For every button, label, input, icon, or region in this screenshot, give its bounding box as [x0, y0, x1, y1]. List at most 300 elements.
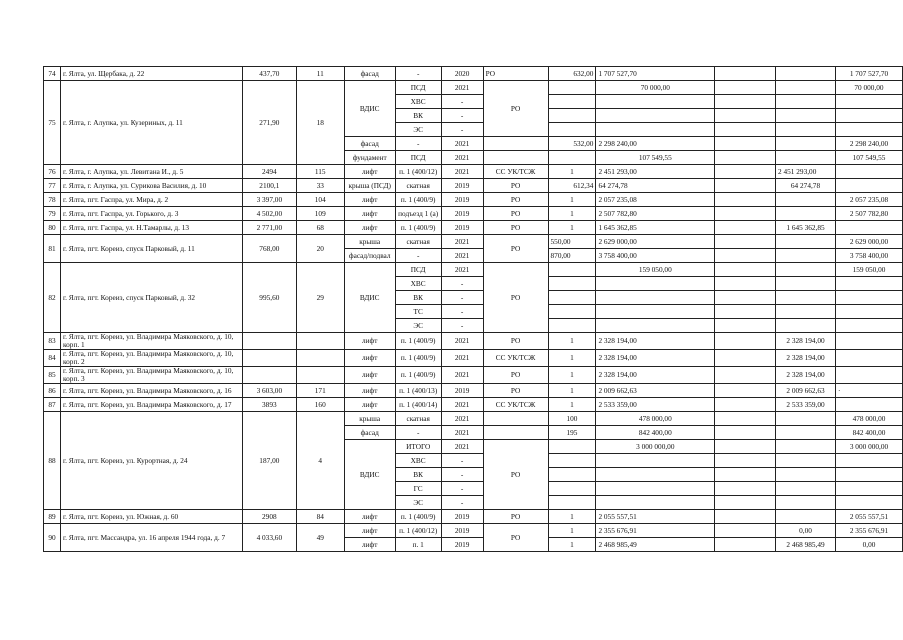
empty-cell [776, 151, 836, 165]
address: г. Ялта, пгт. Кореиз, ул. Владимира Маяковского, д. 10, корп. 2 [60, 350, 242, 367]
empty-cell [715, 412, 776, 426]
cost-col-3 [835, 350, 902, 367]
element: лифт [344, 510, 395, 524]
empty-cell [715, 95, 776, 109]
quantity: 1 [548, 510, 596, 524]
funding-method: РО [483, 207, 548, 221]
year: 2019 [441, 384, 483, 398]
quantity [548, 81, 596, 95]
empty-cell [776, 137, 836, 151]
cost: 64 274,78 [596, 179, 715, 193]
area: 995,60 [242, 263, 296, 333]
element: лифт [344, 384, 395, 398]
empty-cell [596, 277, 715, 291]
cost: 2 468 985,49 [596, 538, 715, 552]
empty-cell [548, 95, 596, 109]
year: - [441, 123, 483, 137]
sub-element: п. 1 (400/9) [395, 221, 441, 235]
residents: 11 [296, 67, 344, 81]
table-row [44, 350, 903, 367]
cost-col-2: 1 645 362,85 [776, 221, 836, 235]
funding-method: РО [483, 510, 548, 524]
row-number: 89 [44, 510, 61, 524]
table-row [44, 235, 903, 249]
empty-cell [548, 151, 596, 165]
residents: 49 [296, 524, 344, 552]
cost-col-1 [715, 510, 776, 524]
year: 2021 [441, 249, 483, 263]
table-row [44, 179, 903, 193]
residents: 29 [296, 263, 344, 333]
empty-cell [596, 319, 715, 333]
element: лифт [344, 538, 395, 552]
year: 2021 [441, 151, 483, 165]
row-number: 88 [44, 412, 61, 510]
empty-cell [715, 137, 776, 151]
cost-col-1 [715, 81, 776, 95]
address: г. Ялта, пгт. Кореиз, ул. Курортная, д. 24 [60, 412, 242, 510]
cost: 842 400,00 [596, 426, 715, 440]
year: 2019 [441, 524, 483, 538]
empty-cell [776, 468, 836, 482]
year: - [441, 496, 483, 510]
cost-col-2: 2 328 194,00 [776, 350, 836, 367]
funding-method: РО [483, 179, 548, 193]
empty-cell [548, 440, 596, 454]
cost-col-2 [776, 193, 836, 207]
address: г. Ялта, пгт. Гаспра, ул. Мира, д. 2 [60, 193, 242, 207]
empty-cell [835, 454, 902, 468]
empty-cell [715, 291, 776, 305]
empty-cell [715, 538, 776, 552]
row-number: 84 [44, 350, 61, 367]
cost: 2 298 240,00 [596, 137, 715, 151]
funding-method: СС УК/ТСЖ [483, 398, 548, 412]
address: г. Ялта, пгт. Кореиз, ул. Владимира Маяковского, д. 17 [60, 398, 242, 412]
area: 2 771,00 [242, 221, 296, 235]
residents: 171 [296, 384, 344, 398]
year: 2021 [441, 398, 483, 412]
sub-element: п. 1 (400/9) [395, 333, 441, 350]
cost-col-1 [715, 67, 776, 81]
residents [296, 350, 344, 367]
element: фасад/подвал [344, 249, 395, 263]
address: г. Ялта, пгт. Гаспра, ул. Н.Тамарлы, д. 13 [60, 221, 242, 235]
funding-method: РО [483, 524, 548, 552]
cost-col-2: 2 533 359,00 [776, 398, 836, 412]
empty-cell [715, 109, 776, 123]
empty-cell [548, 123, 596, 137]
residents: 115 [296, 165, 344, 179]
cost: 3 758 400,00 [596, 249, 715, 263]
funding-method: РО [483, 221, 548, 235]
cost-col-3: · [835, 384, 902, 398]
cost-col-1 [715, 221, 776, 235]
year: 2019 [441, 538, 483, 552]
sub-element: ТС [395, 305, 441, 319]
empty-cell [596, 123, 715, 137]
row-number: 74 [44, 67, 61, 81]
cost-col-2 [776, 81, 836, 95]
empty-cell [776, 277, 836, 291]
element: ВДИС [344, 263, 395, 333]
cost-col-3: 2 507 782,80 [835, 207, 902, 221]
empty-cell [835, 305, 902, 319]
sub-element: ЭС [395, 319, 441, 333]
address: г. Ялта, пгт. Кореиз, спуск Парковый, д. 32 [60, 263, 242, 333]
quantity: 1 [548, 367, 596, 384]
funding-method: СС УК/ТСЖ [483, 350, 548, 367]
funding-method: РО [483, 384, 548, 398]
year: 2019 [441, 193, 483, 207]
empty-cell [776, 291, 836, 305]
sub-element: скатная [395, 412, 441, 426]
row-number: 79 [44, 207, 61, 221]
year: - [441, 468, 483, 482]
table-row [44, 384, 903, 398]
quantity: 100 [548, 412, 596, 426]
empty-cell [776, 123, 836, 137]
table-row [44, 367, 903, 384]
empty-cell [548, 263, 596, 277]
sub-element: п. 1 (400/13) [395, 384, 441, 398]
quantity: 632,00 [548, 67, 596, 81]
cost-col-2 [776, 510, 836, 524]
cost: 2 055 557,51 [596, 510, 715, 524]
empty-cell [835, 277, 902, 291]
sub-element: п. 1 (400/14) [395, 398, 441, 412]
empty-cell [715, 319, 776, 333]
empty-cell [715, 305, 776, 319]
empty-cell [596, 95, 715, 109]
sub-element: скатная [395, 179, 441, 193]
residents: 104 [296, 193, 344, 207]
element: лифт [344, 165, 395, 179]
year: 2021 [441, 333, 483, 350]
area: 3 603,00 [242, 384, 296, 398]
funding-method: РО [483, 193, 548, 207]
cost: 2 355 676,91 [596, 524, 715, 538]
year: 2021 [441, 426, 483, 440]
cost: 2 507 782,80 [596, 207, 715, 221]
row-number: 86 [44, 384, 61, 398]
row-number: 75 [44, 81, 61, 165]
sub-element: ХВС [395, 95, 441, 109]
empty-cell [483, 151, 548, 165]
address: г. Ялта, г. Алупка, ул. Кузериных, д. 11 [60, 81, 242, 165]
cost-col-3: 2 298 240,00 [835, 137, 902, 151]
empty-cell [776, 496, 836, 510]
empty-cell [776, 95, 836, 109]
sub-element: подъезд 1 (а) [395, 207, 441, 221]
row-number: 78 [44, 193, 61, 207]
cost: 2 629 000,00 [596, 235, 715, 249]
year: - [441, 109, 483, 123]
empty-cell [548, 482, 596, 496]
element: крыша (ПСД) [344, 179, 395, 193]
empty-cell [835, 319, 902, 333]
address: г. Ялта, г. Алупка, ул. Сурикова Василия, д. 10 [60, 179, 242, 193]
sub-element: скатная [395, 235, 441, 249]
table-row [44, 398, 903, 412]
cost-col-3: 2 057 235,08 [835, 193, 902, 207]
row-number: 85 [44, 367, 61, 384]
cost: 2 328 194,00 [596, 333, 715, 350]
row-number: 82 [44, 263, 61, 333]
empty-cell [835, 468, 902, 482]
element: ВДИС [344, 440, 395, 510]
quantity: 550,00 [548, 235, 596, 249]
row-number: 87 [44, 398, 61, 412]
sub-element: - [395, 249, 441, 263]
empty-cell [776, 454, 836, 468]
year: 2021 [441, 412, 483, 426]
quantity: 1 [548, 350, 596, 367]
empty-cell [715, 468, 776, 482]
row-number: 77 [44, 179, 61, 193]
cost-col-1 [715, 193, 776, 207]
sub-element: ХВС [395, 454, 441, 468]
cost-col-3 [835, 333, 902, 350]
sub-element: - [395, 67, 441, 81]
empty-cell [715, 249, 776, 263]
table-row [44, 412, 903, 426]
row-number: 80 [44, 221, 61, 235]
year: - [441, 291, 483, 305]
cost-col-3 [835, 165, 902, 179]
cost: 2 328 194,00 [596, 367, 715, 384]
empty-cell [715, 151, 776, 165]
element: лифт [344, 367, 395, 384]
empty-cell [548, 454, 596, 468]
residents [296, 333, 344, 350]
cost-col-2 [776, 207, 836, 221]
sub-element: ЭС [395, 123, 441, 137]
quantity: 870,00 [548, 249, 596, 263]
quantity: 1 [548, 384, 596, 398]
table-row [44, 263, 903, 277]
cost: 2 057 235,08 [596, 193, 715, 207]
funding-method: РО [483, 235, 548, 263]
year: 2021 [441, 440, 483, 454]
funding-method: РО [483, 440, 548, 510]
area: 768,00 [242, 235, 296, 263]
sub-element: ПСД [395, 263, 441, 277]
cost-col-2: 2 468 985,49 [776, 538, 836, 552]
sub-element: ВК [395, 468, 441, 482]
area [242, 350, 296, 367]
empty-cell [715, 263, 776, 277]
row-number: 90 [44, 524, 61, 552]
empty-cell [596, 482, 715, 496]
residents: 84 [296, 510, 344, 524]
residents: 20 [296, 235, 344, 263]
repair-plan-table [43, 66, 903, 552]
table-row [44, 81, 903, 95]
sub-element: ПСД [395, 81, 441, 95]
cost-col-3: 0,00 [835, 538, 902, 552]
address: г. Ялта, пгт. Кореиз, ул. Владимира Маяковского, д. 16 [60, 384, 242, 398]
address: г. Ялта, пгт. Кореиз, ул. Южная, д. 60 [60, 510, 242, 524]
funding-method: РО [483, 81, 548, 137]
residents: 33 [296, 179, 344, 193]
cost: 2 328 194,00 [596, 350, 715, 367]
year: - [441, 454, 483, 468]
area: 437,70 [242, 67, 296, 81]
address: г. Ялта, пгт. Кореиз, ул. Владимира Маяковского, д. 10, корп. 1 [60, 333, 242, 350]
cost-col-3: 107 549,55 [835, 151, 902, 165]
cost: 1 707 527,70 [596, 67, 715, 81]
empty-cell [776, 305, 836, 319]
element: крыша [344, 412, 395, 426]
sub-element: п. 1 [395, 538, 441, 552]
empty-cell [483, 137, 548, 151]
sub-element: ВК [395, 291, 441, 305]
funding-method: РО [483, 333, 548, 350]
element: лифт [344, 524, 395, 538]
sub-element: ГС [395, 482, 441, 496]
year: 2019 [441, 510, 483, 524]
empty-cell [483, 426, 548, 440]
empty-cell [548, 277, 596, 291]
cost: 478 000,00 [596, 412, 715, 426]
sub-element: п. 1 (400/9) [395, 367, 441, 384]
cost-col-3: 1 707 527,70 [835, 67, 902, 81]
address: г. Ялта, пгт. Гаспра, ул. Горького, д. 3 [60, 207, 242, 221]
cost-col-2: 2 328 194,00 [776, 333, 836, 350]
year: 2020 [441, 67, 483, 81]
cost-col-3 [835, 398, 902, 412]
table-row [44, 165, 903, 179]
sub-element: п. 1 (400/9) [395, 350, 441, 367]
empty-cell [835, 291, 902, 305]
empty-cell [596, 496, 715, 510]
sub-element: п. 1 (400/9) [395, 510, 441, 524]
area: 2100,1 [242, 179, 296, 193]
empty-cell [715, 496, 776, 510]
cost-col-3: 842 400,00 [835, 426, 902, 440]
empty-cell [776, 482, 836, 496]
empty-cell [548, 305, 596, 319]
element: фасад [344, 67, 395, 81]
year: 2019 [441, 221, 483, 235]
year: 2019 [441, 179, 483, 193]
empty-cell [715, 277, 776, 291]
funding-method: РО [483, 263, 548, 333]
quantity: 1 [548, 165, 596, 179]
cost: 107 549,55 [596, 151, 715, 165]
address: г. Ялта, пгт. Кореиз, ул. Владимира Маяковского, д. 10, корп. 3 [60, 367, 242, 384]
empty-cell [715, 235, 776, 249]
cost-col-3: 3 000 000,00 [835, 440, 902, 454]
cost-col-1 [715, 398, 776, 412]
element: лифт [344, 193, 395, 207]
quantity: 195 [548, 426, 596, 440]
empty-cell [548, 109, 596, 123]
quantity: 1 [548, 221, 596, 235]
row-number: 81 [44, 235, 61, 263]
cost-col-3 [835, 179, 902, 193]
cost-col-1 [715, 384, 776, 398]
empty-cell [596, 109, 715, 123]
year: 2021 [441, 350, 483, 367]
cost-col-3: 2 629 000,00 [835, 235, 902, 249]
sub-element: ПСД [395, 151, 441, 165]
empty-cell [715, 454, 776, 468]
cost-col-2: 2 451 293,00 [776, 165, 836, 179]
area: 4 033,60 [242, 524, 296, 552]
cost-col-2: 2 328 194,00 [776, 367, 836, 384]
sub-element: п. 1 (400/12) [395, 165, 441, 179]
element: лифт [344, 350, 395, 367]
empty-cell [776, 249, 836, 263]
element: крыша [344, 235, 395, 249]
cost-col-1 [715, 207, 776, 221]
year: 2021 [441, 137, 483, 151]
empty-cell [835, 123, 902, 137]
year: - [441, 305, 483, 319]
row-number: 83 [44, 333, 61, 350]
sub-element: - [395, 426, 441, 440]
empty-cell [715, 440, 776, 454]
residents: 68 [296, 221, 344, 235]
empty-cell [548, 291, 596, 305]
element: лифт [344, 398, 395, 412]
quantity: 1 [548, 524, 596, 538]
cost-col-3: 2 355 676,91 [835, 524, 902, 538]
sub-element: - [395, 137, 441, 151]
table-row [44, 207, 903, 221]
area: 2908 [242, 510, 296, 524]
quantity: 1 [548, 398, 596, 412]
table-row [44, 510, 903, 524]
empty-cell [776, 109, 836, 123]
empty-cell [715, 482, 776, 496]
address: г. Ялта, ул. Щербака, д. 22 [60, 67, 242, 81]
empty-cell [596, 291, 715, 305]
empty-cell [776, 440, 836, 454]
empty-cell [548, 496, 596, 510]
quantity: 612,34 [548, 179, 596, 193]
cost-col-3: 2 055 557,51 [835, 510, 902, 524]
sub-element: ИТОГО [395, 440, 441, 454]
empty-cell [835, 482, 902, 496]
cost-col-1 [715, 350, 776, 367]
empty-cell [835, 95, 902, 109]
year: - [441, 319, 483, 333]
funding-method: РО [483, 367, 548, 384]
residents: 160 [296, 398, 344, 412]
cost-col-3 [835, 221, 902, 235]
area: 2494 [242, 165, 296, 179]
quantity: 1 [548, 193, 596, 207]
cost: 1 645 362,85 [596, 221, 715, 235]
year: - [441, 277, 483, 291]
empty-cell [776, 426, 836, 440]
cost-col-1 [715, 165, 776, 179]
empty-cell [596, 454, 715, 468]
sub-element: ЭС [395, 496, 441, 510]
year: 2021 [441, 81, 483, 95]
empty-cell [596, 305, 715, 319]
quantity: 1 [548, 538, 596, 552]
area: 3893 [242, 398, 296, 412]
address: г. Ялта, пгт. Массандра, ул. 16 апреля 1944 года, д. 7 [60, 524, 242, 552]
empty-cell [835, 109, 902, 123]
empty-cell [776, 235, 836, 249]
year: 2021 [441, 165, 483, 179]
table-row [44, 67, 903, 81]
